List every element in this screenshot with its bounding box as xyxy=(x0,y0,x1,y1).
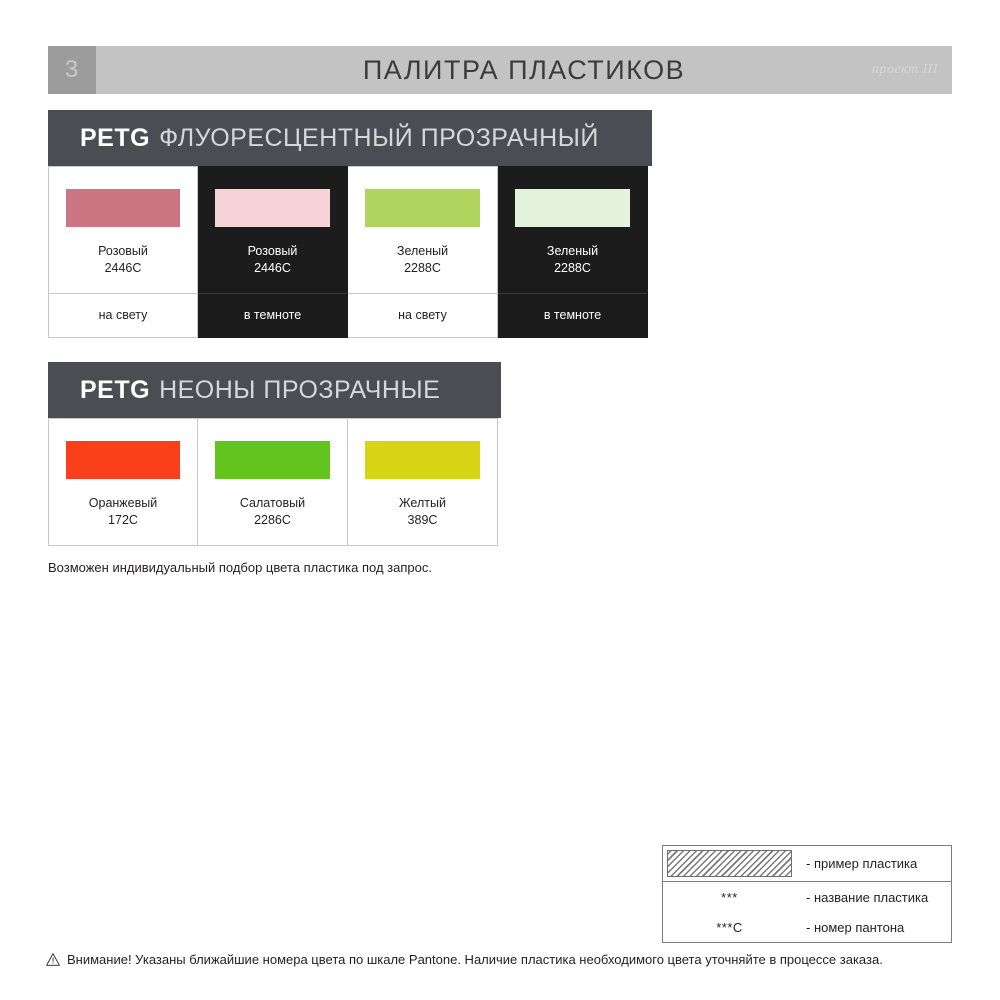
swatch-wrap xyxy=(198,419,347,479)
color-swatch xyxy=(215,189,330,227)
color-card[interactable] xyxy=(48,418,198,546)
card-condition: на свету xyxy=(49,293,197,337)
section-fluorescent xyxy=(48,110,652,338)
color-card[interactable] xyxy=(198,166,348,338)
color-card[interactable] xyxy=(348,166,498,338)
color-card-list xyxy=(48,418,501,546)
color-card[interactable] xyxy=(348,418,498,546)
brand-logo: проект III xyxy=(871,62,938,77)
footer-text: Внимание! Указаны ближайшие номера цвета по шкале Pantone. Наличие пластика необходимого цвета уточняйте в процессе заказа. xyxy=(67,952,883,967)
swatch-wrap xyxy=(198,167,347,227)
color-card[interactable] xyxy=(498,166,648,338)
legend-row xyxy=(663,881,951,912)
card-label xyxy=(49,227,197,293)
color-name: Зеленый xyxy=(546,244,599,258)
legend-sample xyxy=(663,882,796,912)
color-swatch xyxy=(66,189,180,227)
section-title xyxy=(48,362,501,418)
section-title-light: ФЛУОРЕСЦЕНТНЫЙ ПРОЗРАЧНЫЙ xyxy=(159,123,599,152)
card-condition: в темноте xyxy=(498,293,647,337)
legend-sample xyxy=(663,912,796,942)
page-title: ПАЛИТРА ПЛАСТИКОВ xyxy=(362,54,686,85)
section-title-strong: PETG xyxy=(80,375,151,404)
warning-icon xyxy=(46,953,60,966)
color-name: Розовый xyxy=(247,244,298,258)
card-label xyxy=(49,479,197,545)
color-card-list xyxy=(48,166,652,338)
legend-code: ***C xyxy=(716,919,743,935)
swatch-wrap xyxy=(49,167,197,227)
custom-color-note: Возможен индивидуальный подбор цвета пластика под запрос. xyxy=(48,560,432,575)
color-name: Зеленый xyxy=(396,244,449,258)
color-name: Желтый xyxy=(399,496,446,510)
card-label xyxy=(498,227,647,293)
color-card[interactable] xyxy=(48,166,198,338)
legend-label: - пример пластика xyxy=(806,856,918,871)
page-number: 3 xyxy=(48,46,96,94)
legend-code: *** xyxy=(721,889,738,905)
card-label xyxy=(348,479,497,545)
card-condition: в темноте xyxy=(198,293,347,337)
swatch-wrap xyxy=(348,419,497,479)
section-neon xyxy=(48,362,501,546)
section-title-light: НЕОНЫ ПРОЗРАЧНЫЕ xyxy=(159,375,441,404)
color-swatch xyxy=(66,441,180,479)
color-card[interactable] xyxy=(198,418,348,546)
pantone-code: 2286C xyxy=(254,513,291,527)
legend-label: - номер пантона xyxy=(806,919,905,935)
legend-row xyxy=(663,912,951,942)
swatch-wrap xyxy=(49,419,197,479)
legend-row xyxy=(663,846,951,881)
card-condition: на свету xyxy=(348,293,497,337)
legend xyxy=(662,845,952,943)
swatch-wrap xyxy=(348,167,497,227)
header-bar xyxy=(96,46,952,94)
color-swatch xyxy=(515,189,630,227)
color-swatch xyxy=(365,441,480,479)
legend-sample xyxy=(663,846,796,881)
color-swatch xyxy=(215,441,330,479)
pantone-code: 2446C xyxy=(104,261,142,275)
legend-label: - название пластика xyxy=(806,889,929,905)
color-swatch xyxy=(365,189,480,227)
card-label xyxy=(198,479,347,545)
color-name: Оранжевый xyxy=(88,496,158,510)
section-title xyxy=(48,110,652,166)
pantone-code: 2288C xyxy=(404,261,441,275)
footer-warning xyxy=(46,952,883,967)
card-label xyxy=(198,227,347,293)
pantone-code: 2288C xyxy=(554,261,591,275)
hatch-pattern-icon xyxy=(667,850,792,877)
color-name: Салатовый xyxy=(239,496,306,510)
color-name: Розовый xyxy=(98,244,148,258)
section-title-strong: PETG xyxy=(80,123,151,152)
pantone-code: 389C xyxy=(407,513,438,527)
swatch-wrap xyxy=(498,167,647,227)
pantone-code: 172C xyxy=(108,513,138,527)
page-header xyxy=(48,46,952,94)
card-label xyxy=(348,227,497,293)
pantone-code: 2446C xyxy=(254,261,291,275)
